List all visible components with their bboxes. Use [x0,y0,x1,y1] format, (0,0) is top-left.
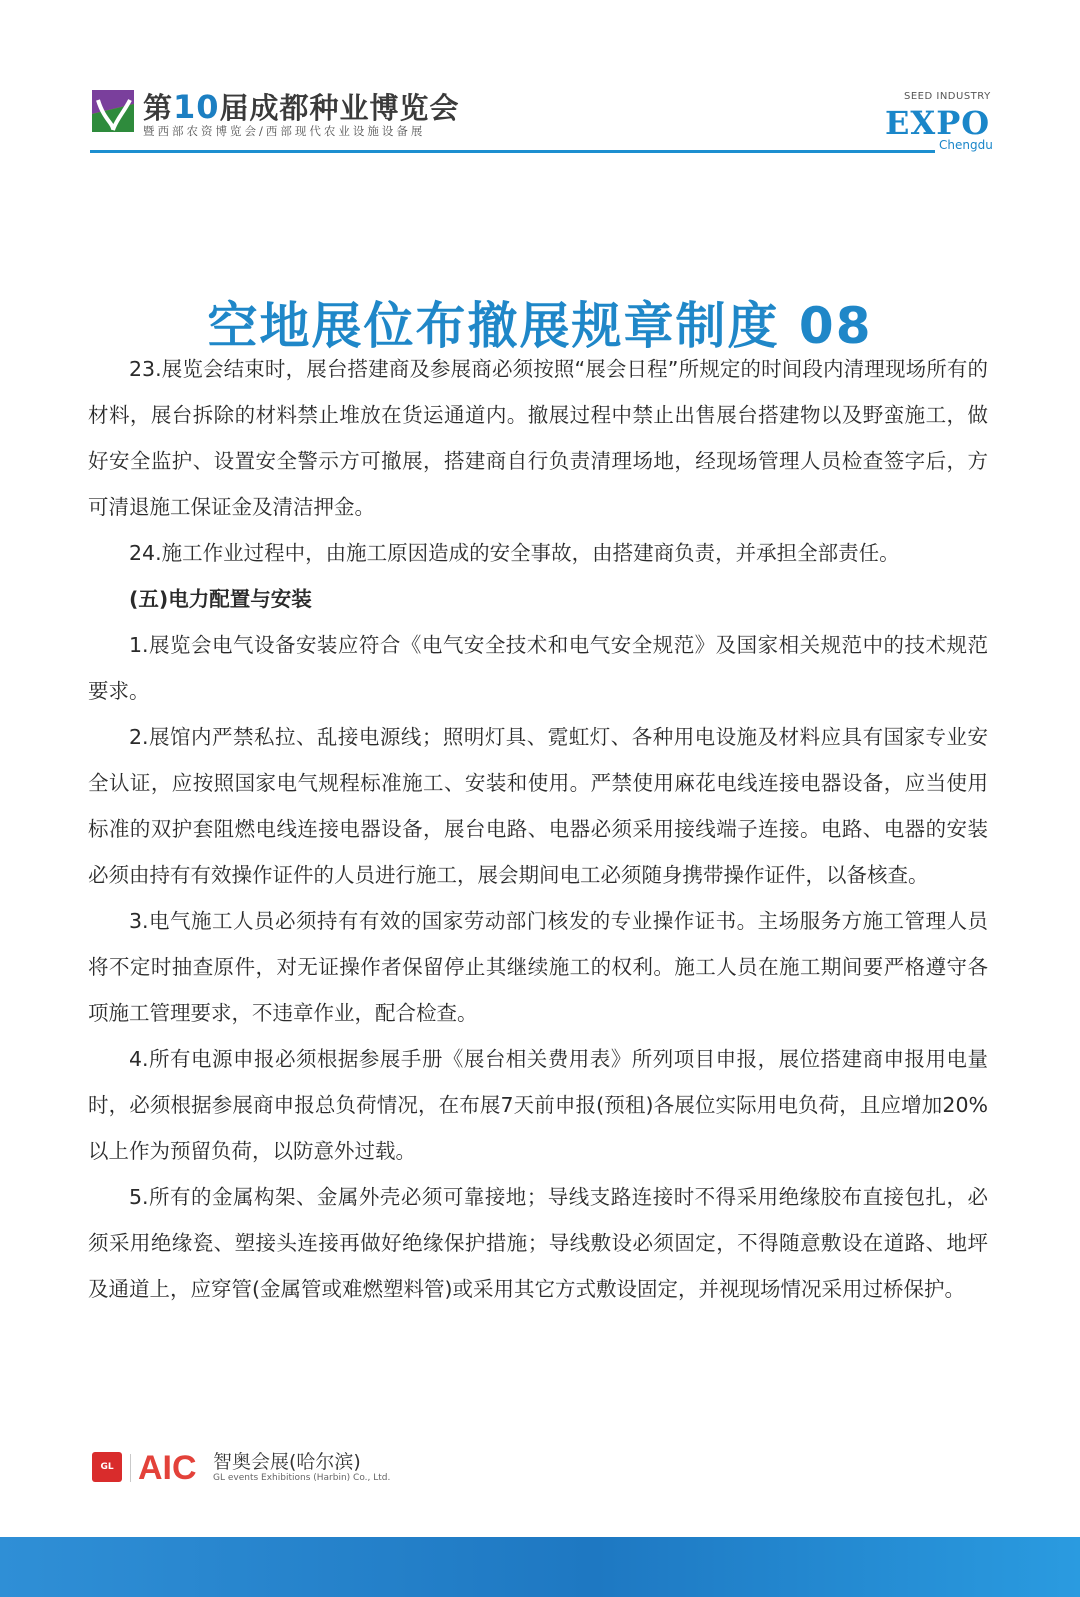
brand-city: Chengdu [939,138,993,152]
electric-clause-2: 2.展馆内严禁私拉、乱接电源线；照明灯具、霓虹灯、各种用电设施及材料应具有国家专业安全认证，应按照国家电气规程标准施工、安装和使用。严禁使用麻花电线连接电器设备，应当使用标准的双护套阻燃电线连接电器设备，展台电路、电器必须采用接线端子连接。电路、电器的安装必须由持有有效操作证件的人员进行施工，展会期间电工必须随身携带操作证件，以备核查。 [88,725,988,887]
expo-subtitle: 暨西部农资博览会/西部现代农业设施设备展 [143,124,426,138]
footer-divider [130,1454,131,1482]
aic-logo-icon [138,1449,206,1483]
footer-bar [0,1537,1080,1597]
company-name-en: GL events Exhibitions (Harbin) Co., Ltd. [213,1473,391,1483]
gl-events-logo: GL events [92,1452,122,1482]
clause-23: 23.展览会结束时，展台搭建商及参展商必须按照“展会日程”所规定的时间段内清理现场所有的材料，展台拆除的材料禁止堆放在货运通道内。撤展过程中禁止出售展台搭建物以及野蛮施工，做好安全监护、设置安全警示方可撤展，搭建商自行负责清理场地，经现场管理人员检查签字后，方可清退施工保证金及清洁押金。 [88,357,988,519]
expo-title: 第10届成都种业博览会 [143,88,460,126]
svg-text:AIC: AIC [138,1449,197,1483]
section-heading: (五)电力配置与安装 [129,587,312,611]
brand-tagline: SEED INDUSTRY [904,91,991,102]
document-body [88,346,988,1312]
electric-clause-1: 1.展览会电气设备安装应符合《电气安全技术和电气安全规范》及国家相关规范中的技术规范要求。 [88,633,988,703]
company-name-cn: 智奥会展(哈尔滨) [213,1451,361,1473]
electric-clause-5: 5.所有的金属构架、金属外壳必须可靠接地；导线支路连接时不得采用绝缘胶布直接包扎，必须采用绝缘瓷、塑接头连接再做好绝缘保护措施；导线敷设必须固定，不得随意敷设在道路、地坪及通道上，应穿管(金属管或难燃塑料管)或采用其它方式敷设固定，并视现场情况采用过桥保护。 [88,1185,988,1301]
electric-clause-4: 4.所有电源申报必须根据参展手册《展台相关费用表》所列项目申报，展位搭建商申报用电量时，必须根据参展商申报总负荷情况，在布展7天前申报(预租)各展位实际用电负荷，且应增加20%以上作为预留负荷，以防意外过载。 [88,1047,988,1163]
expo-logo-icon [92,90,134,132]
header-divider [90,150,935,153]
page-header [0,0,1080,160]
brand-logo-text: EXPO [885,104,991,142]
electric-clause-3: 3.电气施工人员必须持有有效的国家劳动部门核发的专业操作证书。主场服务方施工管理人员将不定时抽查原件，对无证操作者保留停止其继续施工的权利。施工人员在施工期间要严格遵守各项施工管理要求，不违章作业，配合检查。 [88,909,988,1025]
page-title: 空地展位布撤展规章制度 08 [207,296,873,355]
clause-24: 24.施工作业过程中，由施工原因造成的安全事故，由搭建商负责，并承担全部责任。 [129,541,900,565]
